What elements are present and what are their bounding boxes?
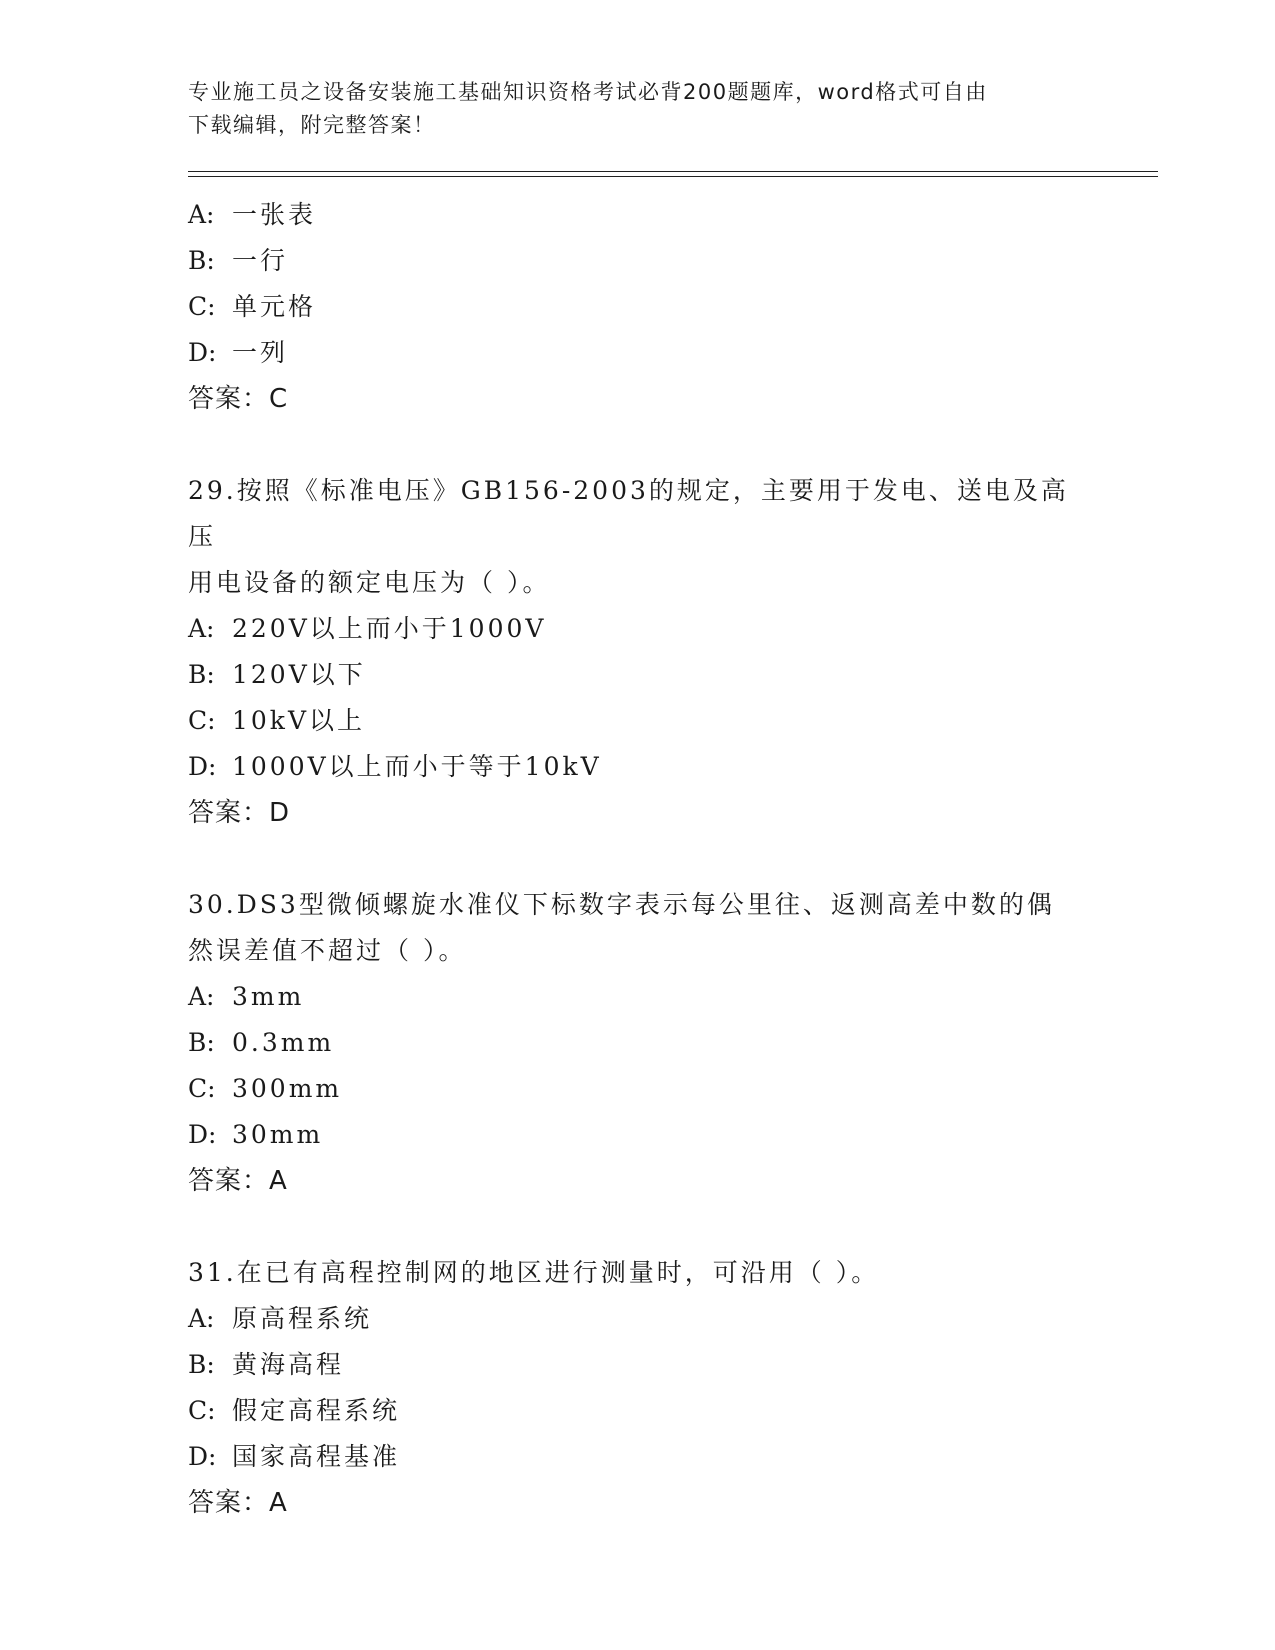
header-divider-top [188, 171, 1158, 172]
answer-line: 答案：A [188, 1166, 288, 1196]
answer-line: 答案：C [188, 384, 289, 414]
question-stem-line-1: 30.DS3型微倾螺旋水准仪下标数字表示每公里往、返测高差中数的偶 [188, 890, 1055, 919]
option-letter: D: [188, 338, 217, 367]
option-c [188, 698, 1148, 744]
header-divider-bottom [188, 176, 1158, 177]
option-letter: D: [188, 1442, 217, 1471]
header-line-2: 下载编辑，附完整答案！ [188, 113, 436, 137]
answer-line: 答案：A [188, 1488, 288, 1518]
option-letter: B: [188, 246, 215, 275]
option-text: 1000V以上而小于等于10kV [232, 752, 602, 781]
option-letter: B: [188, 1350, 215, 1379]
question-stem-line-2: 用电设备的额定电压为（ ）。 [188, 568, 551, 597]
option-text: 假定高程系统 [232, 1396, 401, 1425]
question-stem [188, 468, 1088, 606]
option-a [188, 974, 1148, 1020]
option-d [188, 1112, 1148, 1158]
option-letter: C: [188, 1396, 216, 1425]
option-text: 国家高程基准 [232, 1442, 401, 1471]
question-31 [188, 1250, 1148, 1526]
question-stem [188, 882, 1088, 974]
option-b [188, 238, 1148, 284]
option-text: 一列 [232, 338, 289, 367]
question-30 [188, 882, 1148, 1204]
question-stem-line-1: 29.按照《标准电压》GB156-2003的规定，主要用于发电、送电及高压 [188, 476, 1069, 551]
option-d [188, 744, 1148, 790]
option-c [188, 1066, 1148, 1112]
option-text: 一行 [232, 246, 289, 275]
option-text: 3mm [232, 982, 305, 1011]
question-stem [188, 1250, 1088, 1296]
option-letter: D: [188, 1120, 217, 1149]
option-letter: B: [188, 660, 215, 689]
question-list [188, 192, 1148, 1526]
option-text: 10kV以上 [232, 706, 366, 735]
question-28-continued [188, 192, 1148, 422]
answer-line: 答案：D [188, 798, 291, 828]
question-stem-line-1: 31.在已有高程控制网的地区进行测量时，可沿用（ ）。 [188, 1258, 880, 1287]
option-d [188, 1434, 1148, 1480]
option-text: 黄海高程 [232, 1350, 345, 1379]
option-b [188, 652, 1148, 698]
option-d [188, 330, 1148, 376]
option-c [188, 284, 1148, 330]
option-a [188, 1296, 1148, 1342]
option-text: 120V以下 [232, 660, 366, 689]
document-header [188, 76, 1088, 142]
question-stem-line-2: 然误差值不超过（ ）。 [188, 936, 467, 965]
option-b [188, 1342, 1148, 1388]
option-letter: A: [188, 200, 215, 229]
option-letter: C: [188, 1074, 216, 1103]
option-letter: C: [188, 292, 216, 321]
question-29 [188, 468, 1148, 836]
option-text: 单元格 [232, 292, 317, 321]
option-a [188, 192, 1148, 238]
option-c [188, 1388, 1148, 1434]
option-letter: A: [188, 982, 215, 1011]
option-letter: A: [188, 1304, 215, 1333]
option-letter: D: [188, 752, 217, 781]
header-line-1: 专业施工员之设备安装施工基础知识资格考试必背200题题库，word格式可自由 [188, 80, 988, 104]
option-b [188, 1020, 1148, 1066]
option-text: 原高程系统 [232, 1304, 373, 1333]
option-letter: B: [188, 1028, 215, 1057]
option-text: 一张表 [232, 200, 317, 229]
option-text: 300mm [232, 1074, 343, 1103]
option-a [188, 606, 1148, 652]
option-text: 220V以上而小于1000V [232, 614, 547, 643]
option-text: 30mm [232, 1120, 324, 1149]
option-letter: C: [188, 706, 216, 735]
option-letter: A: [188, 614, 215, 643]
option-text: 0.3mm [232, 1028, 335, 1057]
